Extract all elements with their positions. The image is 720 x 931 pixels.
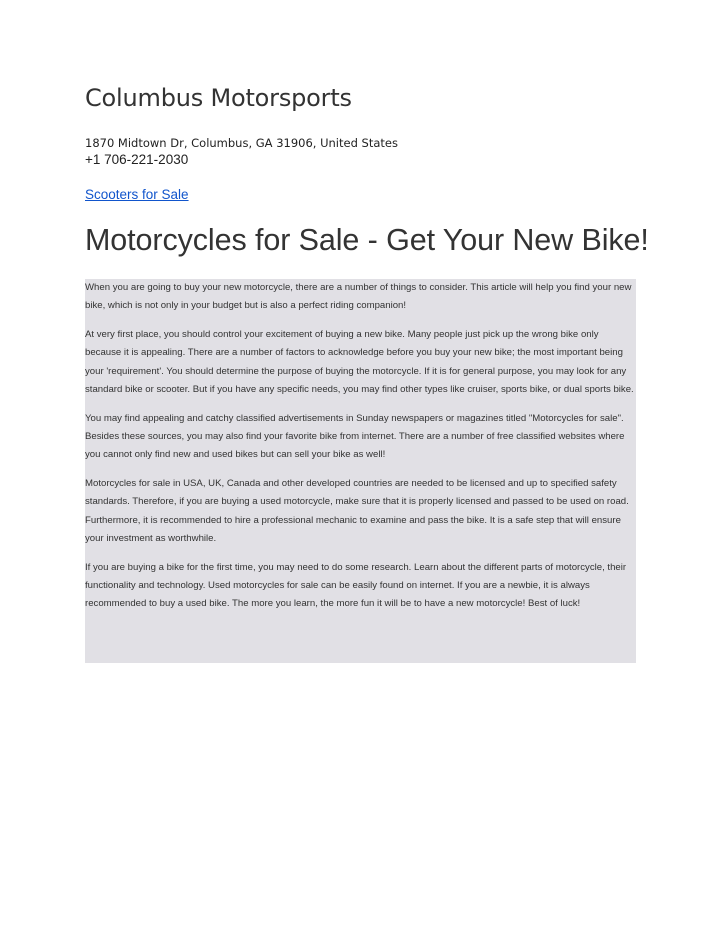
article-paragraph: If you are buying a bike for the first time, you may need to do some research. Learn about the different parts of motorcycle, their functionality and technology. Used motorcycles for sale can be easily found on internet. If you are a newbie, it is always recommended to buy a used bike. The more you learn, the more fun it will be to have a new motorcycle! Best of luck! — [85, 561, 627, 610]
article-paragraph: You may find appealing and catchy classified advertisements in Sunday newspapers or magazines titled "Motorcycles for sale". Besides these sources, you may also find your favorite bike from internet. There are a number of free classified websites where you cannot only find new and used bikes but can sell your bike as well! — [85, 412, 625, 461]
business-name: Columbus Motorsports — [85, 84, 352, 112]
business-phone: +1 706-221-2030 — [85, 152, 189, 167]
article-title: Motorcycles for Sale - Get Your New Bike! — [85, 223, 649, 257]
article-paragraph: At very first place, you should control your excitement of buying a new bike. Many people just pick up the wrong bike only because it is appealing. There are a number of factors to acknowledge before you buy your new bike; the most important being your 'requirement'. You should determine the purpose of buying the motorcycle. If it is for general purpose, you may look for any standard bike or scooter. But if you have any specific needs, you may find other types like cruiser, sports bike, or dual sports bike. — [85, 329, 634, 395]
article-body — [85, 279, 636, 663]
scooters-for-sale-link[interactable]: Scooters for Sale — [85, 187, 189, 202]
article-paragraph: When you are going to buy your new motorcycle, there are a number of things to consider. This article will help you find your new bike, which is not only in your budget but is also a perfect riding companion! — [85, 282, 632, 312]
business-address: 1870 Midtown Dr, Columbus, GA 31906, United States — [85, 136, 398, 150]
article-paragraph: Motorcycles for sale in USA, UK, Canada and other developed countries are needed to be licensed and up to specified safety standards. Therefore, if you are buying a used motorcycle, make sure that it is properly licensed and passed to be used on road. Furthermore, it is recommended to hire a professional mechanic to examine and pass the bike. It is a safe step that will ensure your investment as worthwhile. — [85, 478, 629, 545]
